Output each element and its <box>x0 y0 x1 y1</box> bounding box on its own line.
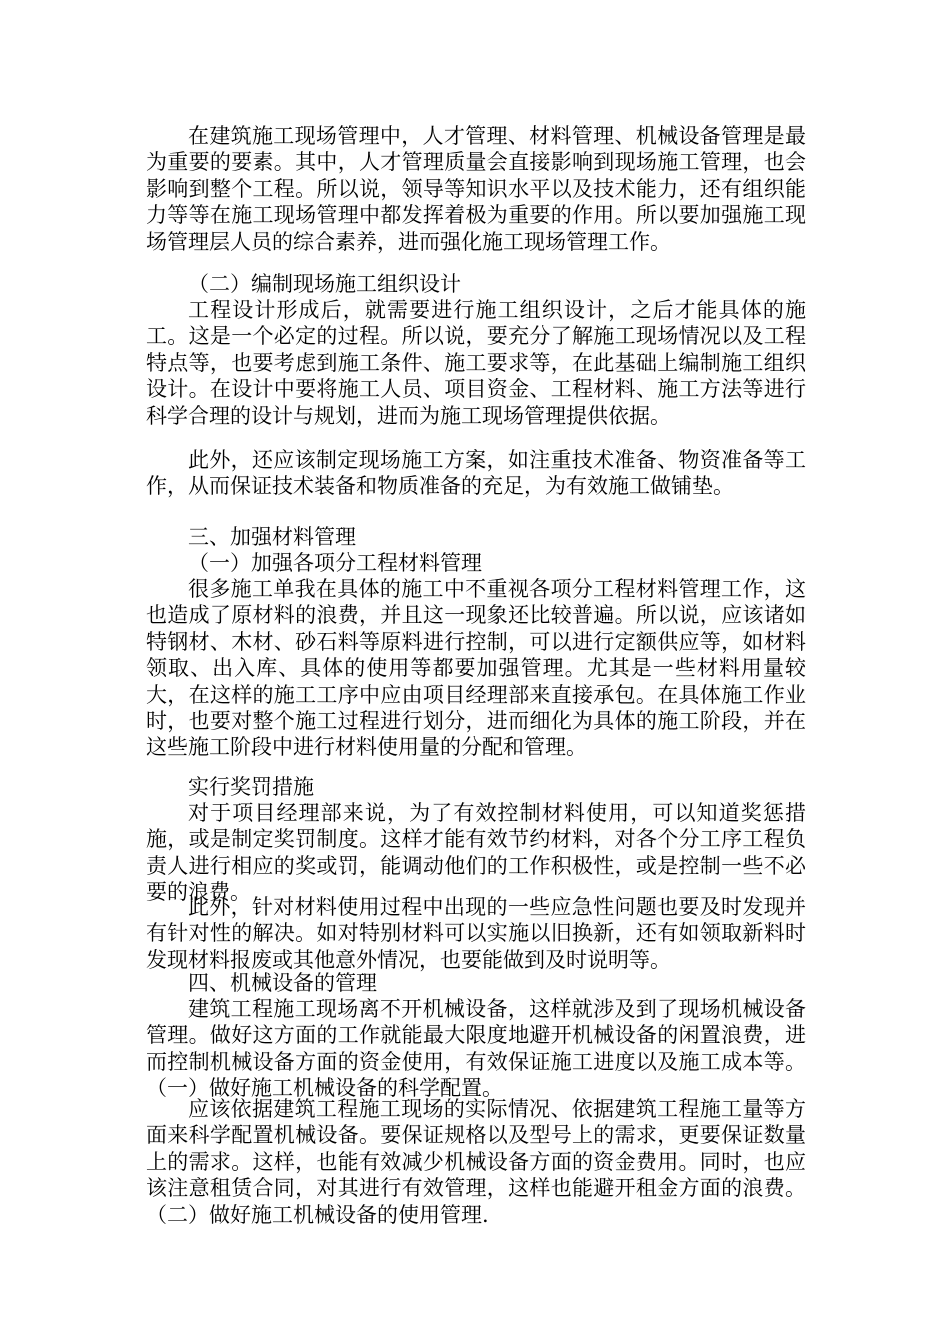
section-heading-machinery-management: 四、机械设备的管理 <box>188 971 377 995</box>
paragraph-emergency-issues: 此外，针对材料使用过程中出现的一些应急性问题也要及时发现并有针对性的解决。如对特别材料可以实施以旧换新，还有如领取新料时发现材料报废或其他意外情况，也要能做到及时说明等。 <box>146 895 806 972</box>
subheading-sub-project-materials: （一）加强各项分工程材料管理 <box>188 551 482 575</box>
paragraph-material-control: 很多施工单我在具体的施工中不重视各项分工程材料管理工作，这也造成了原材料的浪费，并且这一现象还比较普遍。所以说，应该诸如特钢材、木材、砂石料等原料进行控制，可以进行定额供应等，如材料领取、出入库、具体的使用等都要加强管理。尤其是一些材料用量较大，在这样的施工工序中应由项目经理部来直接承包。在具体施工作业时，也要对整个施工过程进行划分，进而细化为具体的施工阶段，并在这些施工阶段中进行材料使用量的分配和管理。 <box>146 577 806 760</box>
paragraph-machinery-configuration: 应该依据建筑工程施工现场的实际情况、依据建筑工程施工量等方面来科学配置机械设备。要保证规格以及型号上的需求，更要保证数量上的需求。这样，也能有效减少机械设备方面的资金费用。同时，也应该注意租赁合同，对其进行有效管理，这样也能避开租金方面的浪费。（二）做好施工机械设备的使用管理. <box>146 1097 806 1227</box>
paragraph-reward-penalty: 对于项目经理部来说，为了有效控制材料使用，可以知道奖惩措施，或是制定奖罚制度。这样才能有效节约材料，对各个分工序工程负责人进行相应的奖或罚，能调动他们的工作积极性，或是控制一些不必要的浪费。 <box>146 801 806 905</box>
paragraph-organization-design: 工程设计形成后，就需要进行施工组织设计，之后才能具体的施工。这是一个必定的过程。所以说，要充分了解施工现场情况以及工程特点等，也要考虑到施工条件、施工要求等，在此基础上编制施工组织设计。在设计中要将施工人员、项目资金、工程材料、施工方法等进行科学合理的设计与规划，进而为施工现场管理提供依据。 <box>146 298 806 428</box>
section-heading-material-management: 三、加强材料管理 <box>188 525 356 549</box>
paragraph-machinery-management: 建筑工程施工现场离不开机械设备，这样就涉及到了现场机械设备管理。做好这方面的工作就能最大限度地避开机械设备的闲置浪费，进而控制机械设备方面的资金使用，有效保证施工进度以及施工成本等。（一）做好施工机械设备的科学配置。 <box>146 997 806 1101</box>
subheading-construction-organization-design: （二）编制现场施工组织设计 <box>188 272 461 296</box>
paragraph-personnel-management: 在建筑施工现场管理中，人才管理、材料管理、机械设备管理是最为重要的要素。其中，人才管理质量会直接影响到现场施工管理，也会影响到整个工程。所以说，领导等知识水平以及技术能力，还有组织能力等等在施工现场管理中都发挥着极为重要的作用。所以要加强施工现场管理层人员的综合素养，进而强化施工现场管理工作。 <box>146 124 806 254</box>
heading-reward-penalty: 实行奖罚措施 <box>188 775 314 799</box>
paragraph-construction-plan: 此外，还应该制定现场施工方案，如注重技术准备、物资准备等工作，从而保证技术装备和物质准备的充足，为有效施工做铺垫。 <box>146 448 806 499</box>
